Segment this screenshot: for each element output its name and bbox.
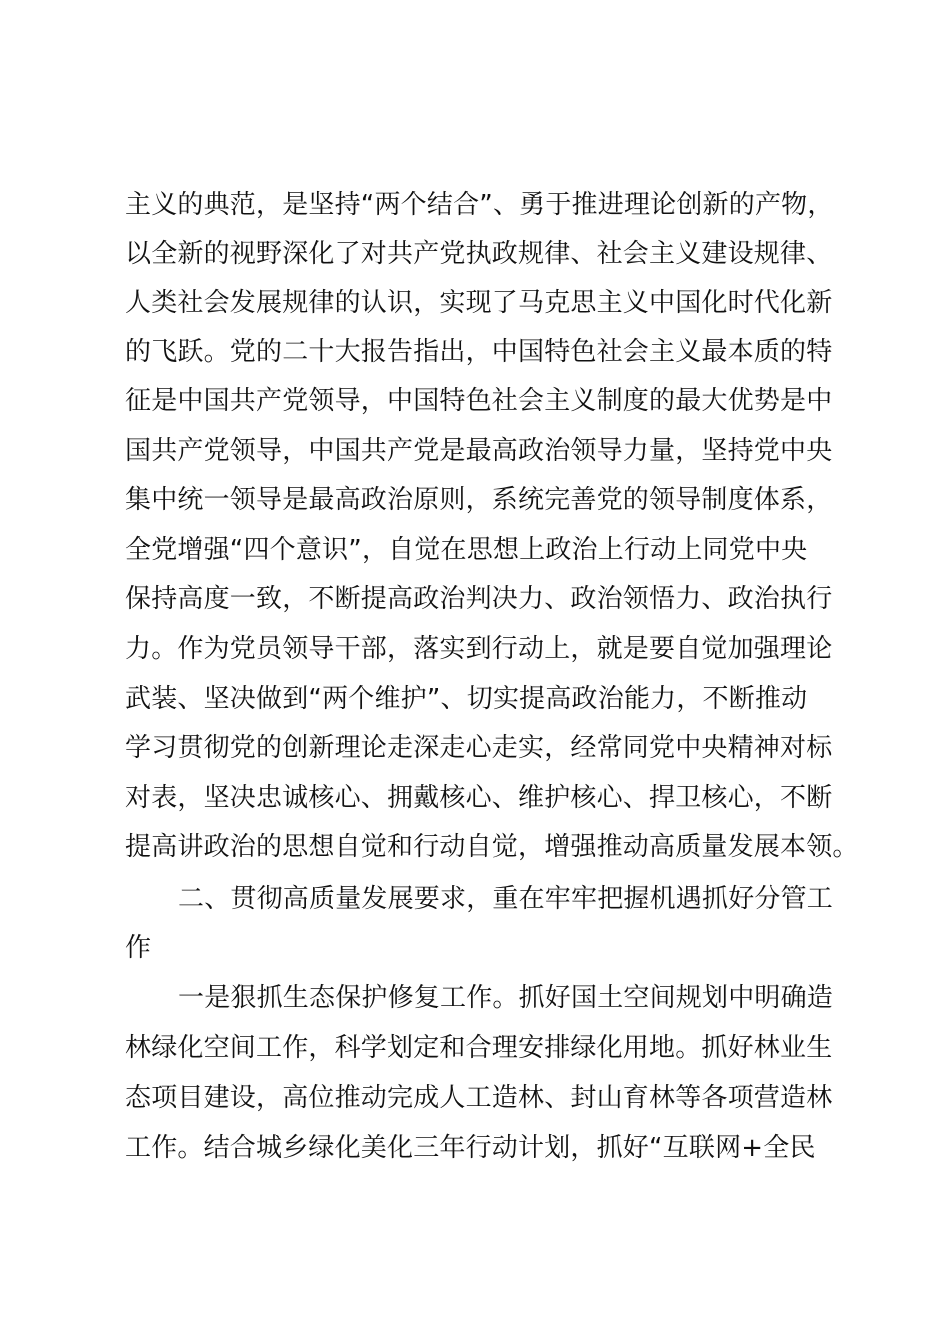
paragraph-line: 工作。结合城乡绿化美化三年行动计划，抓好“互联网+全民 (125, 1133, 816, 1163)
paragraph-line: 征是中国共产党领导，中国特色社会主义制度的最大优势是中 (125, 386, 833, 416)
paragraph-line: 人类社会发展规律的认识，实现了马克思主义中国化时代化新 (125, 288, 833, 318)
paragraph-line: 全党增强“四个意识”，自觉在思想上政治上行动上同党中央 (125, 535, 808, 565)
paragraph-line: 保持高度一致，不断提高政治判决力、政治领悟力、政治执行 (125, 584, 833, 614)
paragraph-line: 的飞跃。党的二十大报告指出，中国特色社会主义最本质的特 (125, 337, 833, 367)
paragraph-line: 集中统一领导是最高政治原则，系统完善党的领导制度体系， (125, 485, 833, 515)
paragraph-line: 对表，坚决忠诚核心、拥戴核心、维护核心、捍卫核心，不断 (125, 783, 833, 813)
paragraph-line: 态项目建设，高位推动完成人工造林、封山育林等各项营造林 (125, 1083, 833, 1113)
paragraph-line: 学习贯彻党的创新理论走深走心走实，经常同党中央精神对标 (125, 733, 833, 763)
paragraph-line: 提高讲政治的思想自觉和行动自觉，增强推动高质量发展本领。 (125, 832, 859, 862)
paragraph-line: 武装、坚决做到“两个维护”、切实提高政治能力，不断推动 (125, 684, 808, 714)
paragraph-line: 一是狠抓生态保护修复工作。抓好国土空间规划中明确造 (178, 983, 834, 1013)
paragraph-line: 以全新的视野深化了对共产党执政规律、社会主义建设规律、 (125, 239, 833, 269)
paragraph-line: 国共产党领导，中国共产党是最高政治领导力量，坚持党中央 (125, 436, 833, 466)
section-heading: 二、贯彻高质量发展要求，重在牢牢把握机遇抓好分管工 (178, 884, 834, 914)
paragraph-line: 力。作为党员领导干部，落实到行动上，就是要自觉加强理论 (125, 634, 833, 664)
section-heading-continuation: 作 (125, 933, 152, 963)
paragraph-line: 主义的典范，是坚持“两个结合”、勇于推进理论创新的产物， (125, 190, 834, 220)
paragraph-line: 林绿化空间工作，科学划定和合理安排绿化用地。抓好林业生 (125, 1033, 833, 1063)
